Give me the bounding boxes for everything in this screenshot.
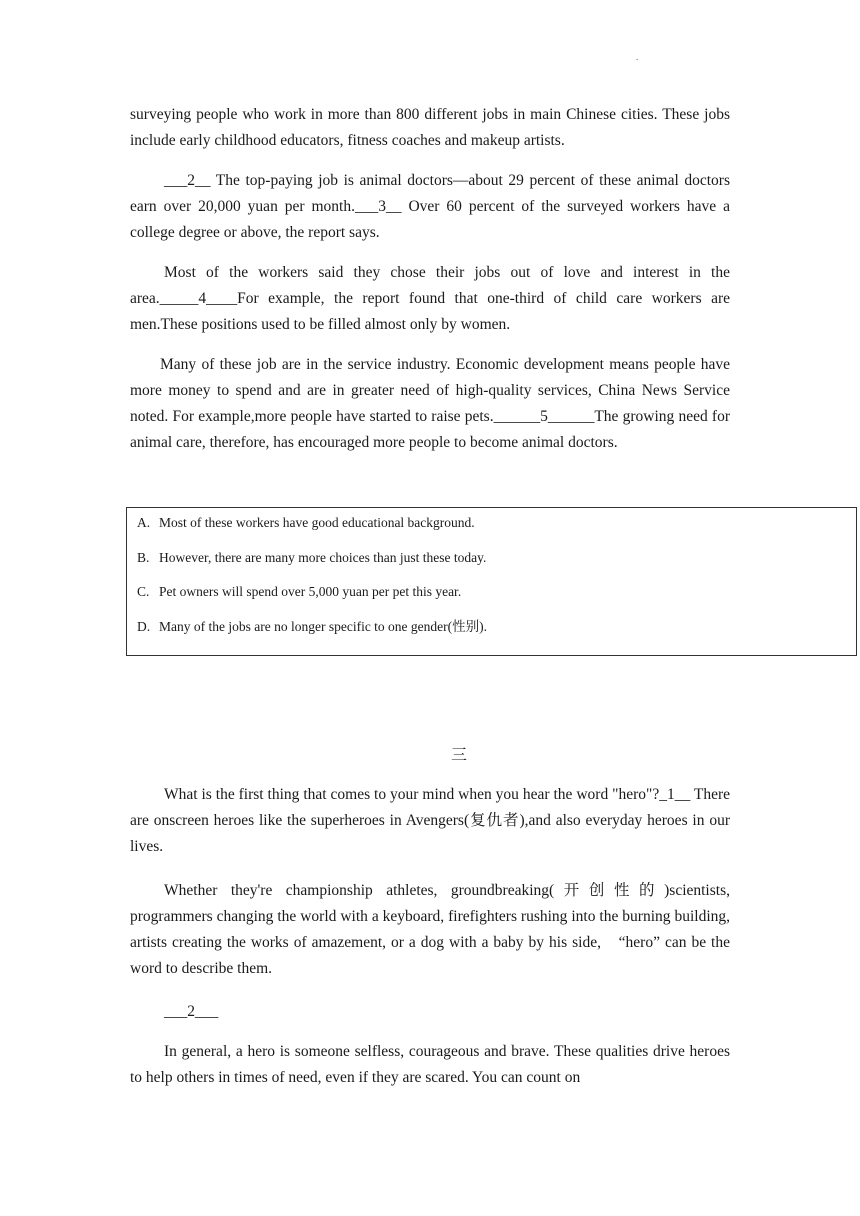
option-text: Most of these workers have good educational background.: [159, 515, 475, 530]
option-letter: B.: [137, 550, 150, 565]
passage2-paragraph-1: What is the first thing that comes to your mind when you hear the word "hero"?_1__ There are onscreen heroes like the superheroes in Avengers(复仇者),and also everyday heroes in our lives.: [130, 786, 730, 855]
section-number: 三: [451, 745, 468, 764]
option-d: [137, 618, 487, 636]
passage2-paragraph-4: In general, a hero is someone selfless, courageous and brave. These qualities drive heroes to help others in times of need, even if they are scared. You can count on: [130, 1043, 730, 1086]
option-b: [137, 549, 486, 567]
passage1-paragraph-1: surveying people who work in more than 800 different jobs in main Chinese cities. These jobs include early childhood educators, fitness coaches and makeup artists.: [130, 106, 730, 149]
option-letter: A.: [137, 515, 151, 530]
passage1-paragraph-4: Many of these job are in the service industry. Economic development means people have more money to spend and are in greater need of high-quality services, China News Service noted. For example,more people have started to raise pets.______5______The growing need for animal care, therefore, has encouraged more people to become animal doctors.: [130, 356, 730, 451]
passage1-paragraph-3: Most of the workers said they chose their jobs out of love and interest in the area._____4____For example, the report found that one-third of child care workers are men.These positions used to be filled almost only by women.: [130, 264, 730, 333]
option-c: [137, 583, 461, 601]
options-box: [126, 507, 857, 656]
option-letter: C.: [137, 584, 150, 599]
page-marker: .: [636, 52, 639, 62]
option-letter: D.: [137, 619, 151, 634]
passage1-paragraph-2: ___2__ The top-paying job is animal doctors—about 29 percent of these animal doctors earn over 20,000 yuan per month.___3__ Over 60 percent of the surveyed workers have a college degree or above, the report says.: [130, 172, 730, 241]
option-text: However, there are many more choices than just these today.: [159, 550, 487, 565]
passage2-paragraph-3: ___2___: [164, 1003, 219, 1020]
option-text: Many of the jobs are no longer specific to one gender(性别).: [159, 619, 488, 634]
passage2-paragraph-2: Whether they're championship athletes, groundbreaking(开创性的)scientists, programmers changing the world with a keyboard, firefighters rushing into the burning building, artists creating the works of amazement, or a dog with a baby by his side, “hero” can be the word to describe them.: [130, 882, 730, 977]
option-text: Pet owners will spend over 5,000 yuan per pet this year.: [159, 584, 462, 599]
option-a: [137, 514, 475, 532]
